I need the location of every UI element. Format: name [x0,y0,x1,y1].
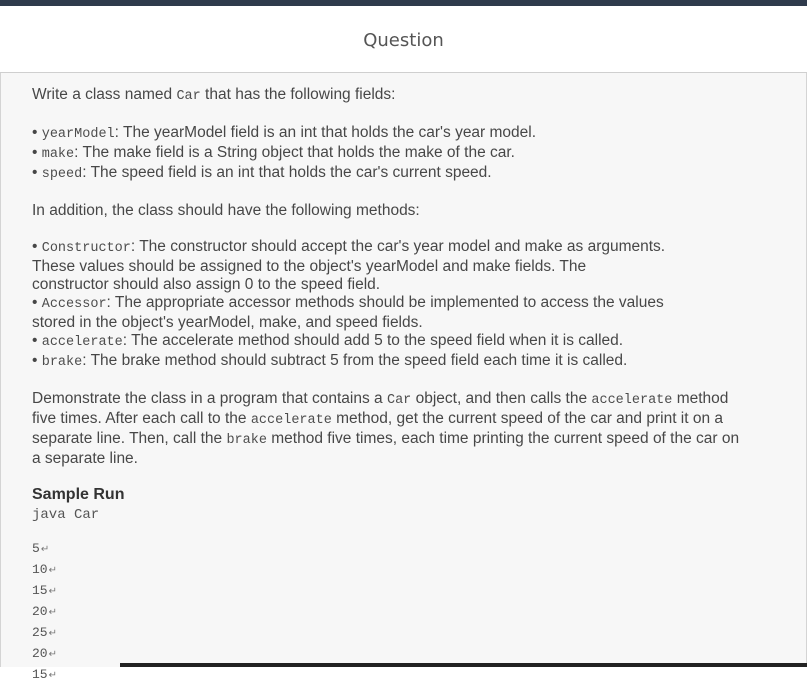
output-line: 15↵ [32,667,57,682]
output-line: 10↵ [32,562,57,577]
field-item-yearmodel: • yearModel: The yearModel field is an int that holds the car's year model. [32,124,772,144]
question-content [32,86,772,685]
method-item-brake: • brake: The brake method should subtract 5 from the speed field each time it is called. [32,352,772,372]
method-item-accessor-line: stored in the object's yearModel, make, and speed fields. [32,314,423,331]
class-name-code: Car [176,89,201,104]
question-header [0,6,807,73]
method-item-constructor-line: These values should be assigned to the object's yearModel and make fields. The [32,258,587,275]
output-line: 20↵ [32,646,57,661]
method-item-constructor: • Constructor: The constructor should accept the car's year model and make as arguments. [32,238,772,258]
methods-intro: In addition, the class should have the following methods: [32,202,420,219]
return-icon: ↵ [48,649,57,660]
question-panel[interactable] [0,73,807,682]
output-line: 20↵ [32,604,57,619]
output-line: 5↵ [32,541,50,556]
return-icon: ↵ [48,586,57,597]
return-icon: ↵ [48,670,57,681]
field-item-make: • make: The make field is a String object that holds the make of the car. [32,144,772,164]
field-item-speed: • speed: The speed field is an int that holds the car's current speed. [32,164,772,184]
return-icon: ↵ [48,607,57,618]
intro-text: Write a class named Car that has the following fields: [32,86,396,104]
page-title: Question [363,30,444,51]
return-icon: ↵ [48,628,57,639]
method-item-constructor-line: constructor should also assign 0 to the speed field. [32,276,381,293]
return-icon: ↵ [48,565,57,576]
output-line: 15↵ [32,583,57,598]
method-item-accelerate: • accelerate: The accelerate method should add 5 to the speed field when it is called. [32,332,772,352]
output-line: 25↵ [32,625,57,640]
method-item-accessor: • Accessor: The appropriate accessor methods should be implemented to access the values [32,294,772,314]
methods-list [32,238,772,372]
return-icon: ↵ [40,544,50,555]
demo-paragraph: Demonstrate the class in a program that contains a Car object, and then calls the accelerate method five times. After each call to the accelerate method, get the current speed of the car and print it on a separate line. Then, call the brake method five times, each time printing the current speed of the car on a separate line. [32,390,740,467]
bottom-scrollbar[interactable] [120,663,807,667]
fields-list [32,124,772,184]
sample-command: java Car [32,507,100,523]
sample-run-title: Sample Run [32,486,125,503]
